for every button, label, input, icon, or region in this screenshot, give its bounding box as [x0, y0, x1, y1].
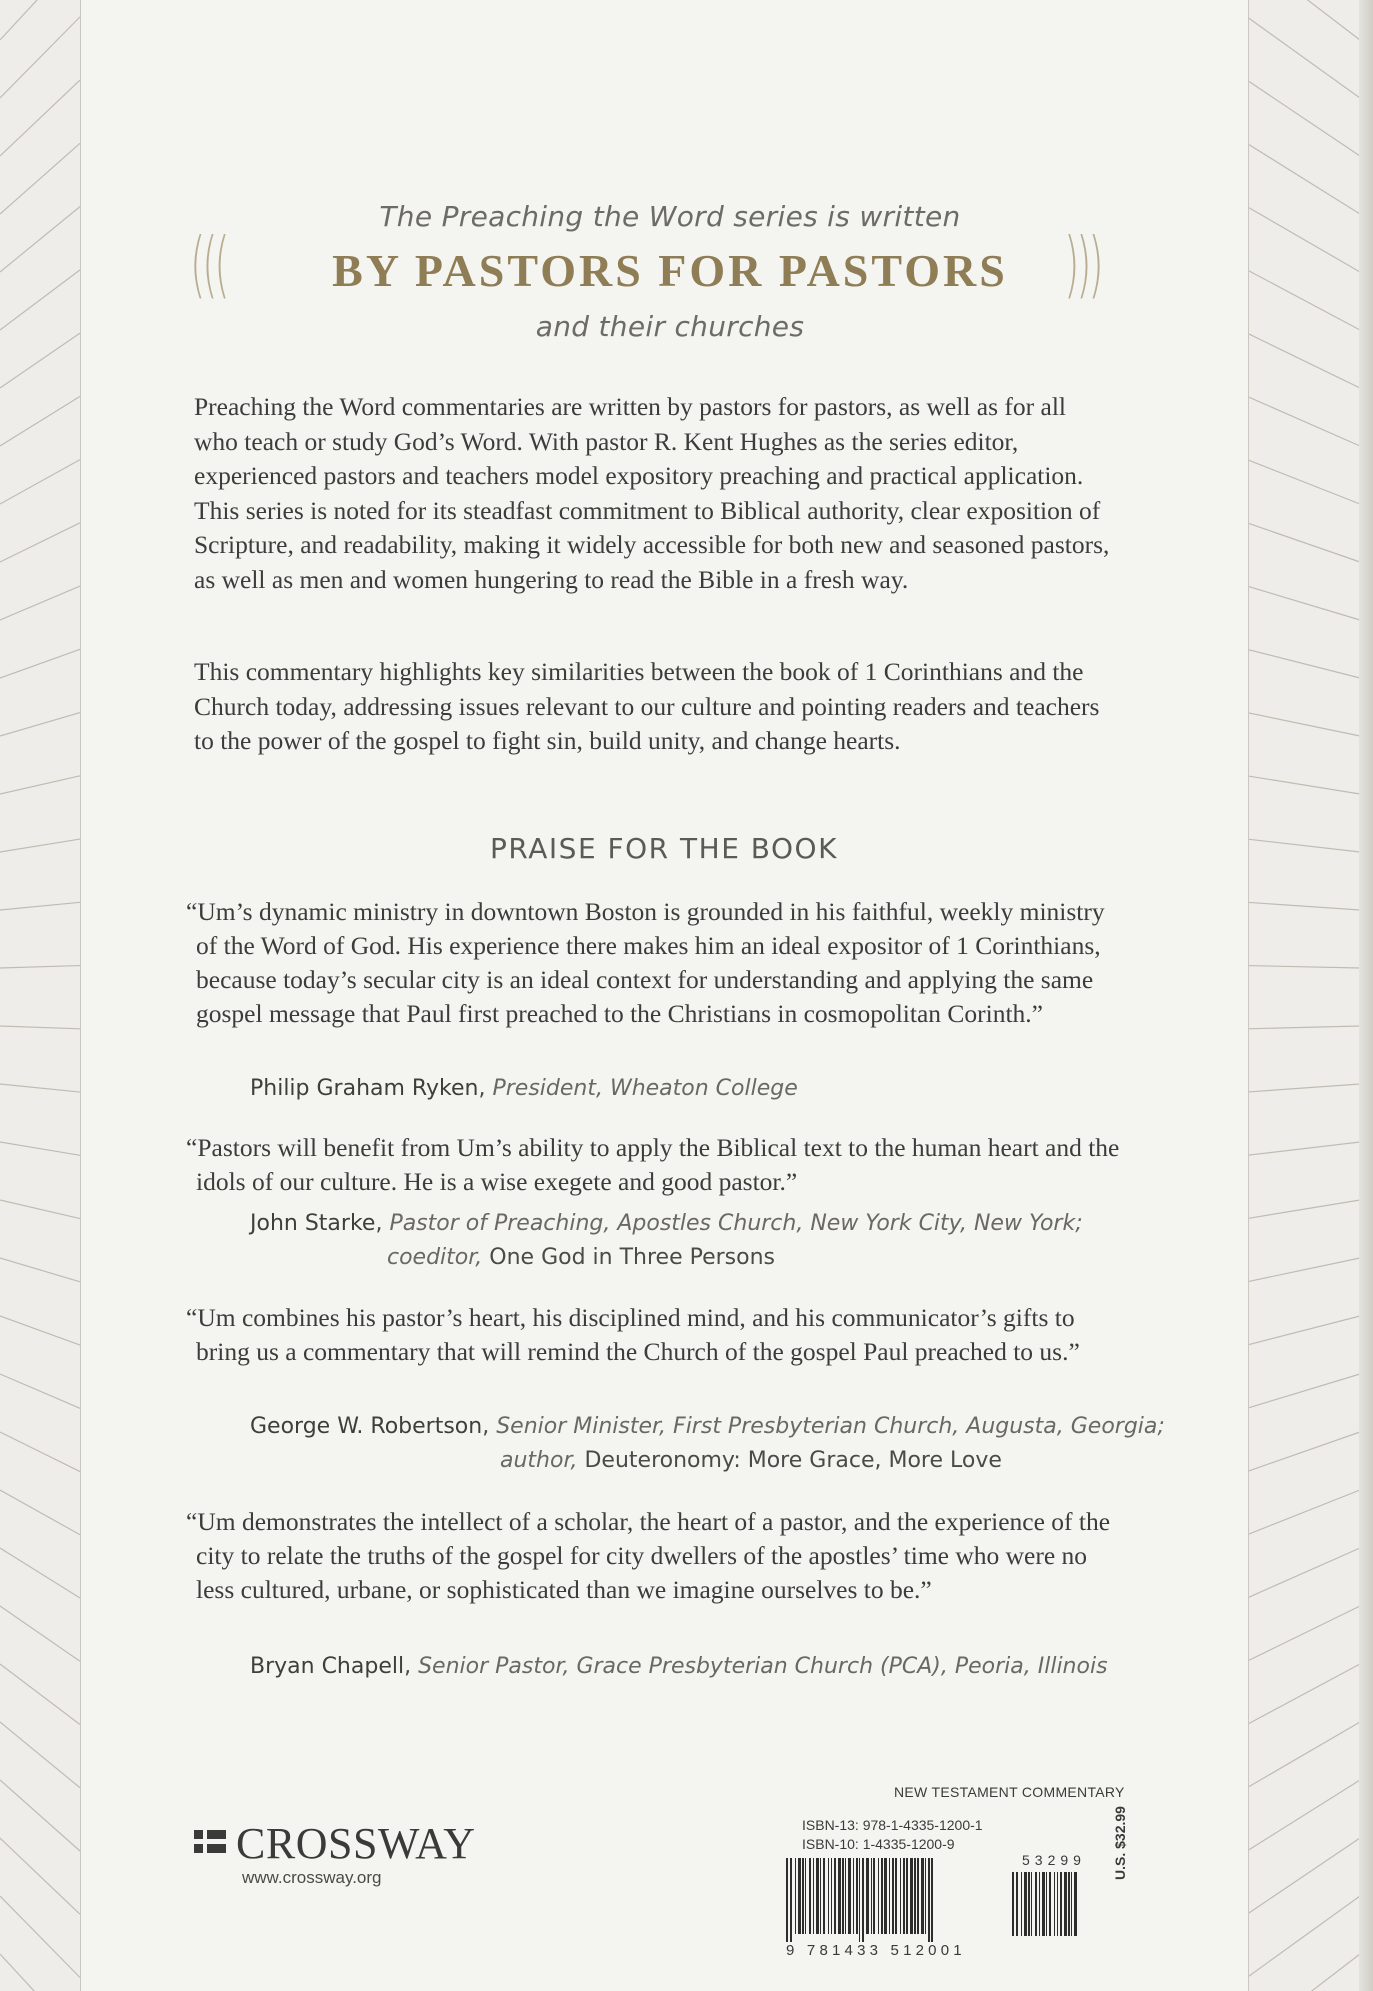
ray-line	[0, 713, 80, 736]
barcode-bar	[853, 1858, 854, 1934]
barcode-bar	[1049, 1872, 1051, 1936]
ray-line	[0, 839, 80, 852]
barcode-bar	[1057, 1872, 1058, 1936]
ray-line	[0, 143, 80, 214]
ray-line	[1247, 523, 1360, 562]
endorsement-quote: “Um demonstrates the intellect of a scholar, the heart of a pastor, and the experience of the city to relate the truths of the gospel for city dwellers of the apostles’ time who were no less cultured, urbane, or sophisticated than we imagine ourselves to be.”	[186, 1507, 1111, 1604]
endorsement-attribution-continued	[387, 1241, 775, 1275]
barcode-bar	[910, 1858, 913, 1934]
ray-line	[0, 1374, 80, 1408]
barcode-number: 9 781433 512001	[786, 1942, 966, 1959]
ray-line	[1247, 713, 1360, 736]
right-bracket-ornament: )))	[1064, 222, 1101, 306]
barcode-bar	[884, 1858, 887, 1934]
barcode-bar	[831, 1858, 832, 1934]
ray-line	[1247, 1258, 1360, 1282]
barcode-bar	[1031, 1872, 1032, 1936]
ray-line	[1247, 1142, 1360, 1155]
barcode-bar	[802, 1858, 804, 1934]
ray-line	[1247, 1896, 1360, 1977]
praise-heading: PRAISE FOR THE BOOK	[490, 832, 838, 865]
barcode-bar	[1012, 1872, 1014, 1936]
endorser-work-title: Deuteronomy: More Grace, More Love	[584, 1448, 1002, 1473]
barcode-bar	[1039, 1872, 1040, 1936]
barcode-bar	[1046, 1872, 1047, 1936]
ray-line	[1247, 649, 1360, 678]
ray-line	[0, 776, 80, 794]
ray-line	[0, 1258, 80, 1282]
ray-line	[1247, 966, 1360, 968]
ray-line	[0, 460, 80, 504]
ray-line	[1247, 1490, 1360, 1535]
barcode-bar	[892, 1858, 894, 1934]
endorser-role: Pastor of Preaching, Apostles Church, New York City, New York;	[389, 1211, 1083, 1236]
ray-line	[1247, 1780, 1360, 1851]
endorsement-attribution-continued	[500, 1444, 1002, 1478]
ray-line	[0, 1954, 80, 1991]
barcode-bar	[805, 1858, 806, 1934]
barcode-bar	[906, 1858, 908, 1934]
ray-line	[1247, 839, 1360, 852]
endorsement-quote: “Pastors will benefit from Um’s ability to apply the Biblical text to the human heart and the idols of our culture. He is a wise exegete and good pastor.”	[186, 1133, 1120, 1196]
ray-line	[1247, 1316, 1360, 1345]
barcode-bar	[786, 1858, 788, 1942]
ray-line	[0, 649, 80, 678]
barcode-bar	[871, 1858, 872, 1934]
endorser-name: John Starke	[250, 1211, 376, 1236]
barcode-bar	[823, 1858, 825, 1934]
barcode-bar	[878, 1858, 879, 1934]
ray-line	[0, 1780, 80, 1851]
price-label: U.S. $32.99	[1112, 1806, 1128, 1880]
ray-line	[0, 1200, 80, 1219]
ray-line	[1247, 1954, 1360, 1991]
ray-line	[0, 333, 80, 388]
ray-line	[0, 1722, 80, 1788]
barcode-bar	[1068, 1872, 1070, 1936]
barcode-bar	[1021, 1872, 1022, 1936]
ray-line	[0, 1316, 80, 1345]
ray-line	[1247, 1432, 1360, 1472]
barcode-bar	[1016, 1872, 1018, 1936]
price-barcode	[1012, 1872, 1108, 1944]
endorsement-attribution: George W. Robertson, Senior Minister, First Presbyterian Church, Augusta, Georgia;	[250, 1414, 1165, 1439]
endorser-name: George W. Robertson	[250, 1414, 483, 1439]
ray-line	[1247, 80, 1360, 156]
barcode-bar	[842, 1858, 844, 1934]
ray-line	[1247, 1606, 1360, 1661]
barcode-bar	[1054, 1872, 1055, 1936]
barcode-bar	[917, 1858, 919, 1934]
endorsement-quote: “Um combines his pastor’s heart, his disciplined mind, and his communicator’s gifts to bring us a commentary that will remind the Church of the gospel Paul preached to us.”	[186, 1303, 1080, 1366]
endorser-role-label: coeditor,	[387, 1245, 483, 1270]
cover-edge	[1359, 0, 1373, 1991]
barcode-bar	[856, 1858, 858, 1934]
publisher-url: www.crossway.org	[242, 1868, 382, 1887]
ray-line	[0, 1084, 80, 1092]
barcode-bar	[914, 1858, 916, 1934]
ray-line	[1247, 270, 1360, 330]
barcode-bar	[921, 1858, 924, 1934]
barcode-bar	[1064, 1872, 1067, 1936]
barcode-bar	[1074, 1872, 1077, 1936]
ray-line	[0, 0, 80, 40]
endorser-name: Philip Graham Ryken	[250, 1076, 479, 1101]
series-description: Preaching the Word commentaries are written by pastors for pastors, as well as for all who teach or study God’s Word. With pastor R. Kent Hughes as the series editor, experienced pastors and teachers model expository preaching and practical application. This series is noted for its steadfast commitment to Biblical authority, clear exposition of Scripture, and readability, making it widely accessible for both new and seasoned pastors, as well as men and women hungering to read the Bible in a fresh way.	[194, 392, 1110, 594]
ray-line	[1247, 460, 1360, 504]
book-description: This commentary highlights key similarities between the book of 1 Corinthians and the Church today, addressing issues relevant to our culture and pointing readers and teachers to the power of the gospel to fight sin, build unity, and change hearts.	[194, 657, 1100, 755]
barcode-bar	[889, 1858, 890, 1934]
ray-line	[0, 902, 80, 910]
endorser-work-title: One God in Three Persons	[489, 1245, 775, 1270]
ray-line	[1247, 776, 1360, 794]
isbn-10: ISBN-10: 1-4335-1200-9	[802, 1836, 955, 1852]
ray-line	[0, 1606, 80, 1661]
ray-line	[0, 966, 80, 968]
publisher-logo: CROSSWAY	[236, 1819, 476, 1868]
category-label: NEW TESTAMENT COMMENTARY	[894, 1784, 1125, 1800]
barcode-bar	[881, 1858, 883, 1934]
ray-line	[1247, 1026, 1360, 1029]
ray-line	[0, 1432, 80, 1472]
ray-line	[1247, 1084, 1360, 1092]
endorser-name: Bryan Chapell	[250, 1654, 405, 1679]
ray-line	[1247, 1200, 1360, 1219]
barcode-bar	[925, 1858, 926, 1934]
barcode-bar	[866, 1858, 869, 1934]
ray-line	[0, 17, 80, 98]
ray-line	[1247, 143, 1360, 214]
endorser-role: Senior Pastor, Grace Presbyterian Church (PCA), Peoria, Illinois	[418, 1654, 1108, 1679]
barcode-bar	[834, 1858, 836, 1934]
ray-line	[0, 1026, 80, 1029]
ray-line	[1247, 1838, 1360, 1914]
barcode-bar	[828, 1858, 829, 1934]
ray-line	[1247, 1664, 1360, 1725]
ray-line	[1247, 1548, 1360, 1598]
barcode-bar	[820, 1858, 821, 1934]
ray-line	[1247, 902, 1360, 910]
crossway-logo-icon	[194, 1830, 226, 1862]
endorser-role: Senior Minister, First Presbyterian Church, Augusta, Georgia;	[496, 1414, 1165, 1439]
barcode-bar	[795, 1858, 796, 1934]
endorsement-quote: “Um’s dynamic ministry in downtown Boston is grounded in his faithful, weekly ministry of the Word of God. His experience there makes him an ideal expositor of 1 Corinthians, because today’s secular city is an ideal context for understanding and applying the same gospel message that Paul first preached to the Christians in cosmopolitan Corinth.”	[186, 897, 1105, 1028]
endorser-role-label: author,	[500, 1448, 578, 1473]
ray-line	[0, 1896, 80, 1977]
ray-line	[0, 270, 80, 330]
endorser-role: President, Wheaton College	[492, 1076, 798, 1101]
ray-line	[0, 396, 80, 446]
ray-line	[0, 80, 80, 156]
ray-line	[0, 207, 80, 272]
barcode-bar	[1042, 1872, 1045, 1936]
barcode-bar	[1060, 1872, 1062, 1936]
endorsement-attribution: Bryan Chapell, Senior Pastor, Grace Presbyterian Church (PCA), Peoria, Illinois	[250, 1654, 1108, 1679]
left-bracket-ornament: (((	[190, 222, 227, 306]
barcode-bar	[1035, 1872, 1037, 1936]
endorsement-attribution: John Starke, Pastor of Preaching, Apostles Church, New York City, New York;	[250, 1211, 1083, 1236]
barcode-bar	[790, 1858, 792, 1942]
barcode-bar	[862, 1858, 864, 1942]
endorsement-attribution: Philip Graham Ryken, President, Wheaton College	[250, 1076, 798, 1101]
ray-line	[1247, 1374, 1360, 1408]
ray-line	[0, 1548, 80, 1598]
price-code: 53299	[1022, 1852, 1086, 1868]
barcode-bar	[1028, 1872, 1030, 1936]
tagline-outro: and their churches	[535, 310, 805, 343]
ray-line	[0, 1490, 80, 1535]
ray-line	[0, 1142, 80, 1155]
isbn-13: ISBN-13: 978-1-4335-1200-1	[802, 1817, 983, 1833]
barcode-bar	[873, 1858, 875, 1934]
barcode-bar	[931, 1858, 933, 1942]
barcode-bar	[848, 1858, 851, 1934]
ray-line	[1247, 586, 1360, 620]
barcode-bar	[1071, 1872, 1072, 1936]
barcode-bar	[928, 1858, 930, 1942]
ray-line	[1247, 333, 1360, 388]
ray-line	[1247, 207, 1360, 272]
ray-line	[0, 523, 80, 562]
ray-line	[0, 586, 80, 620]
barcode-bar	[859, 1858, 860, 1942]
barcode-bar	[838, 1858, 841, 1934]
ray-line	[1247, 396, 1360, 446]
isbn-barcode	[786, 1858, 1004, 1944]
barcode-bar	[895, 1858, 897, 1934]
barcode-bar	[845, 1858, 846, 1934]
barcode-bar	[809, 1858, 811, 1934]
ray-line	[0, 1838, 80, 1914]
barcode-bar	[900, 1858, 901, 1934]
ray-line	[1247, 17, 1360, 98]
barcode-bar	[903, 1858, 905, 1934]
barcode-bar	[813, 1858, 814, 1934]
tagline-title: BY PASTORS FOR PASTORS	[332, 245, 1008, 296]
barcode-bar	[798, 1858, 801, 1934]
ray-line	[1247, 0, 1360, 40]
barcode-bar	[816, 1858, 819, 1934]
tagline-intro: The Preaching the Word series is written	[379, 200, 961, 233]
ray-line	[1247, 1722, 1360, 1788]
barcode-bar	[1024, 1872, 1027, 1936]
ray-line	[0, 1664, 80, 1725]
